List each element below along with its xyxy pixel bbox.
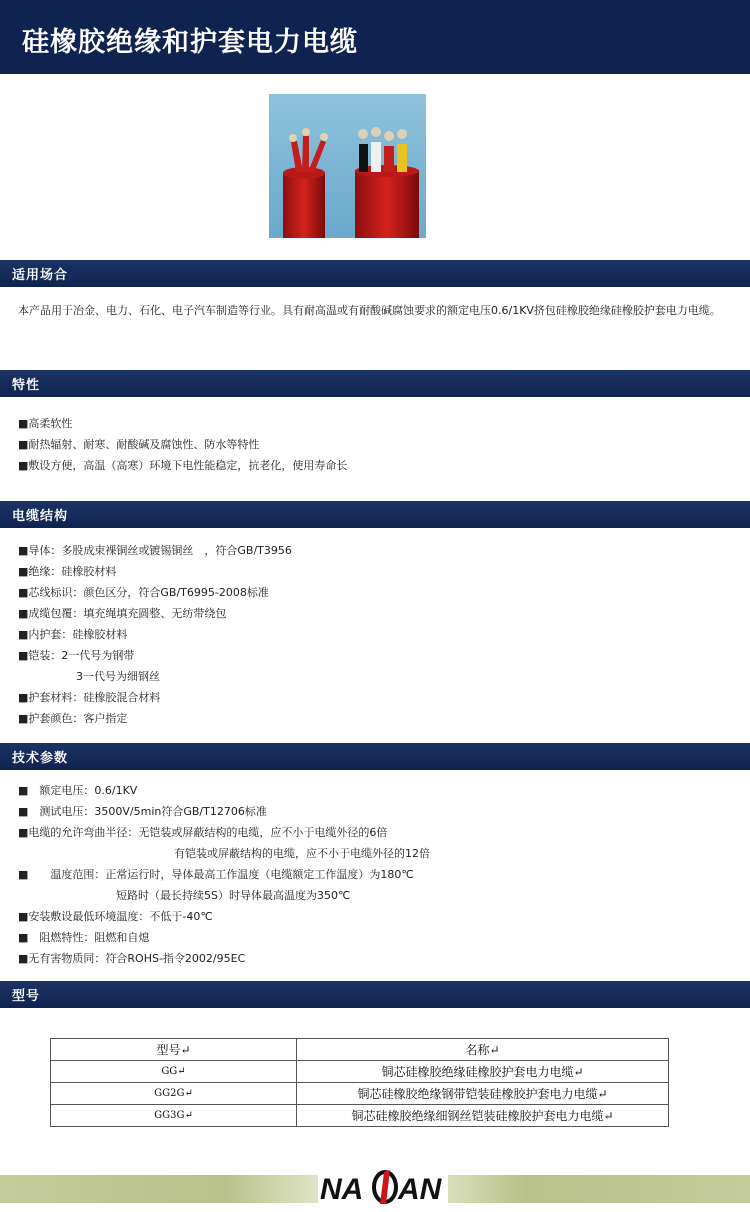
list-item: 3一代号为细钢丝 xyxy=(76,670,160,683)
table-row xyxy=(51,1083,669,1105)
list-item: ■内护套：硅橡胶材料 xyxy=(18,628,128,641)
list-item: ■ 额定电压：0.6/1KV xyxy=(18,784,138,797)
list-item: ■安装敷设最低环境温度：不低于-40℃ xyxy=(18,910,213,923)
section-title: 特性 xyxy=(12,378,41,393)
application-text: 本产品用于冶金、电力、石化、电子汽车制造等行业。具有耐高温或有耐酸碱腐蚀要求的额定电压0.6/1KV挤包硅橡胶绝缘硅橡胶护套电力电缆。 xyxy=(18,304,721,317)
page-title: 硅橡胶绝缘和护套电力电缆 xyxy=(22,27,358,58)
section-header-features xyxy=(0,370,750,397)
list-item: ■电缆的允许弯曲半径：无铠装或屏蔽结构的电缆，应不小于电缆外径的6倍 xyxy=(18,826,388,839)
product-photo xyxy=(269,94,426,238)
model-table xyxy=(50,1038,669,1127)
model-code: GG3G↵ xyxy=(51,1105,297,1127)
section-header-structure xyxy=(0,501,750,528)
section-title: 型号 xyxy=(12,989,41,1004)
list-item: 有铠装或屏蔽结构的电缆，应不小于电缆外径的12倍 xyxy=(174,847,430,860)
svg-text:NA: NA xyxy=(320,1173,364,1206)
list-item: ■成缆包覆：填充绳填充圆整、无纺带绕包 xyxy=(18,607,227,620)
tech-list xyxy=(18,780,430,969)
structure-list xyxy=(18,540,292,729)
list-item: ■ 测试电压：3500V/5min符合GB/T12706标准 xyxy=(18,805,267,818)
section-title: 技术参数 xyxy=(12,751,69,766)
list-item: ■ 阻燃特性：阻燃和自熄 xyxy=(18,931,150,944)
section-title: 电缆结构 xyxy=(12,509,69,524)
page-header xyxy=(0,0,750,74)
list-item: ■护套材料：硅橡胶混合材料 xyxy=(18,691,161,704)
list-item: ■敷设方便，高温（高寒）环境下电性能稳定，抗老化，使用寿命长 xyxy=(18,459,348,472)
svg-text:AN: AN xyxy=(398,1173,442,1206)
list-item: ■护套颜色：客户指定 xyxy=(18,712,128,725)
section-header-tech xyxy=(0,743,750,770)
list-item: ■ 温度范围：正常运行时，导体最高工作温度（电缆额定工作温度）为180℃ xyxy=(18,868,414,881)
section-header-models xyxy=(0,981,750,1008)
list-item: ■高柔软性 xyxy=(18,417,73,430)
section-header-application xyxy=(0,260,750,287)
section-title: 适用场合 xyxy=(12,268,69,283)
list-item: ■铠装：2一代号为钢带 xyxy=(18,649,135,662)
brand-logo xyxy=(318,1164,448,1208)
model-name: 铜芯硅橡胶绝缘钢带铠装硅橡胶护套电力电缆↵ xyxy=(297,1083,669,1105)
list-item: 短路时（最长持续5S）时导体最高温度为350℃ xyxy=(116,889,351,902)
table-header-row xyxy=(51,1039,669,1061)
list-item: ■无有害物质同：符合ROHS-指令2002/95EC xyxy=(18,952,246,965)
table-row xyxy=(51,1105,669,1127)
table-header-name: 名称↵ xyxy=(297,1039,669,1061)
list-item: ■绝缘：硅橡胶材料 xyxy=(18,565,117,578)
model-name: 铜芯硅橡胶绝缘硅橡胶护套电力电缆↵ xyxy=(297,1061,669,1083)
model-name: 铜芯硅橡胶绝缘细钢丝铠装硅橡胶护套电力电缆↵ xyxy=(297,1105,669,1127)
model-code: GG↵ xyxy=(51,1061,297,1083)
list-item: ■耐热辐射、耐寒、耐酸碱及腐蚀性、防水等特性 xyxy=(18,438,260,451)
table-header-code: 型号↵ xyxy=(51,1039,297,1061)
list-item: ■导体：多股成束裸铜丝或镀锡铜丝 ，符合GB/T3956 xyxy=(18,544,292,557)
table-row xyxy=(51,1061,669,1083)
list-item: ■芯线标识：颜色区分，符合GB/T6995-2008标准 xyxy=(18,586,269,599)
model-code: GG2G↵ xyxy=(51,1083,297,1105)
features-list xyxy=(18,413,347,476)
